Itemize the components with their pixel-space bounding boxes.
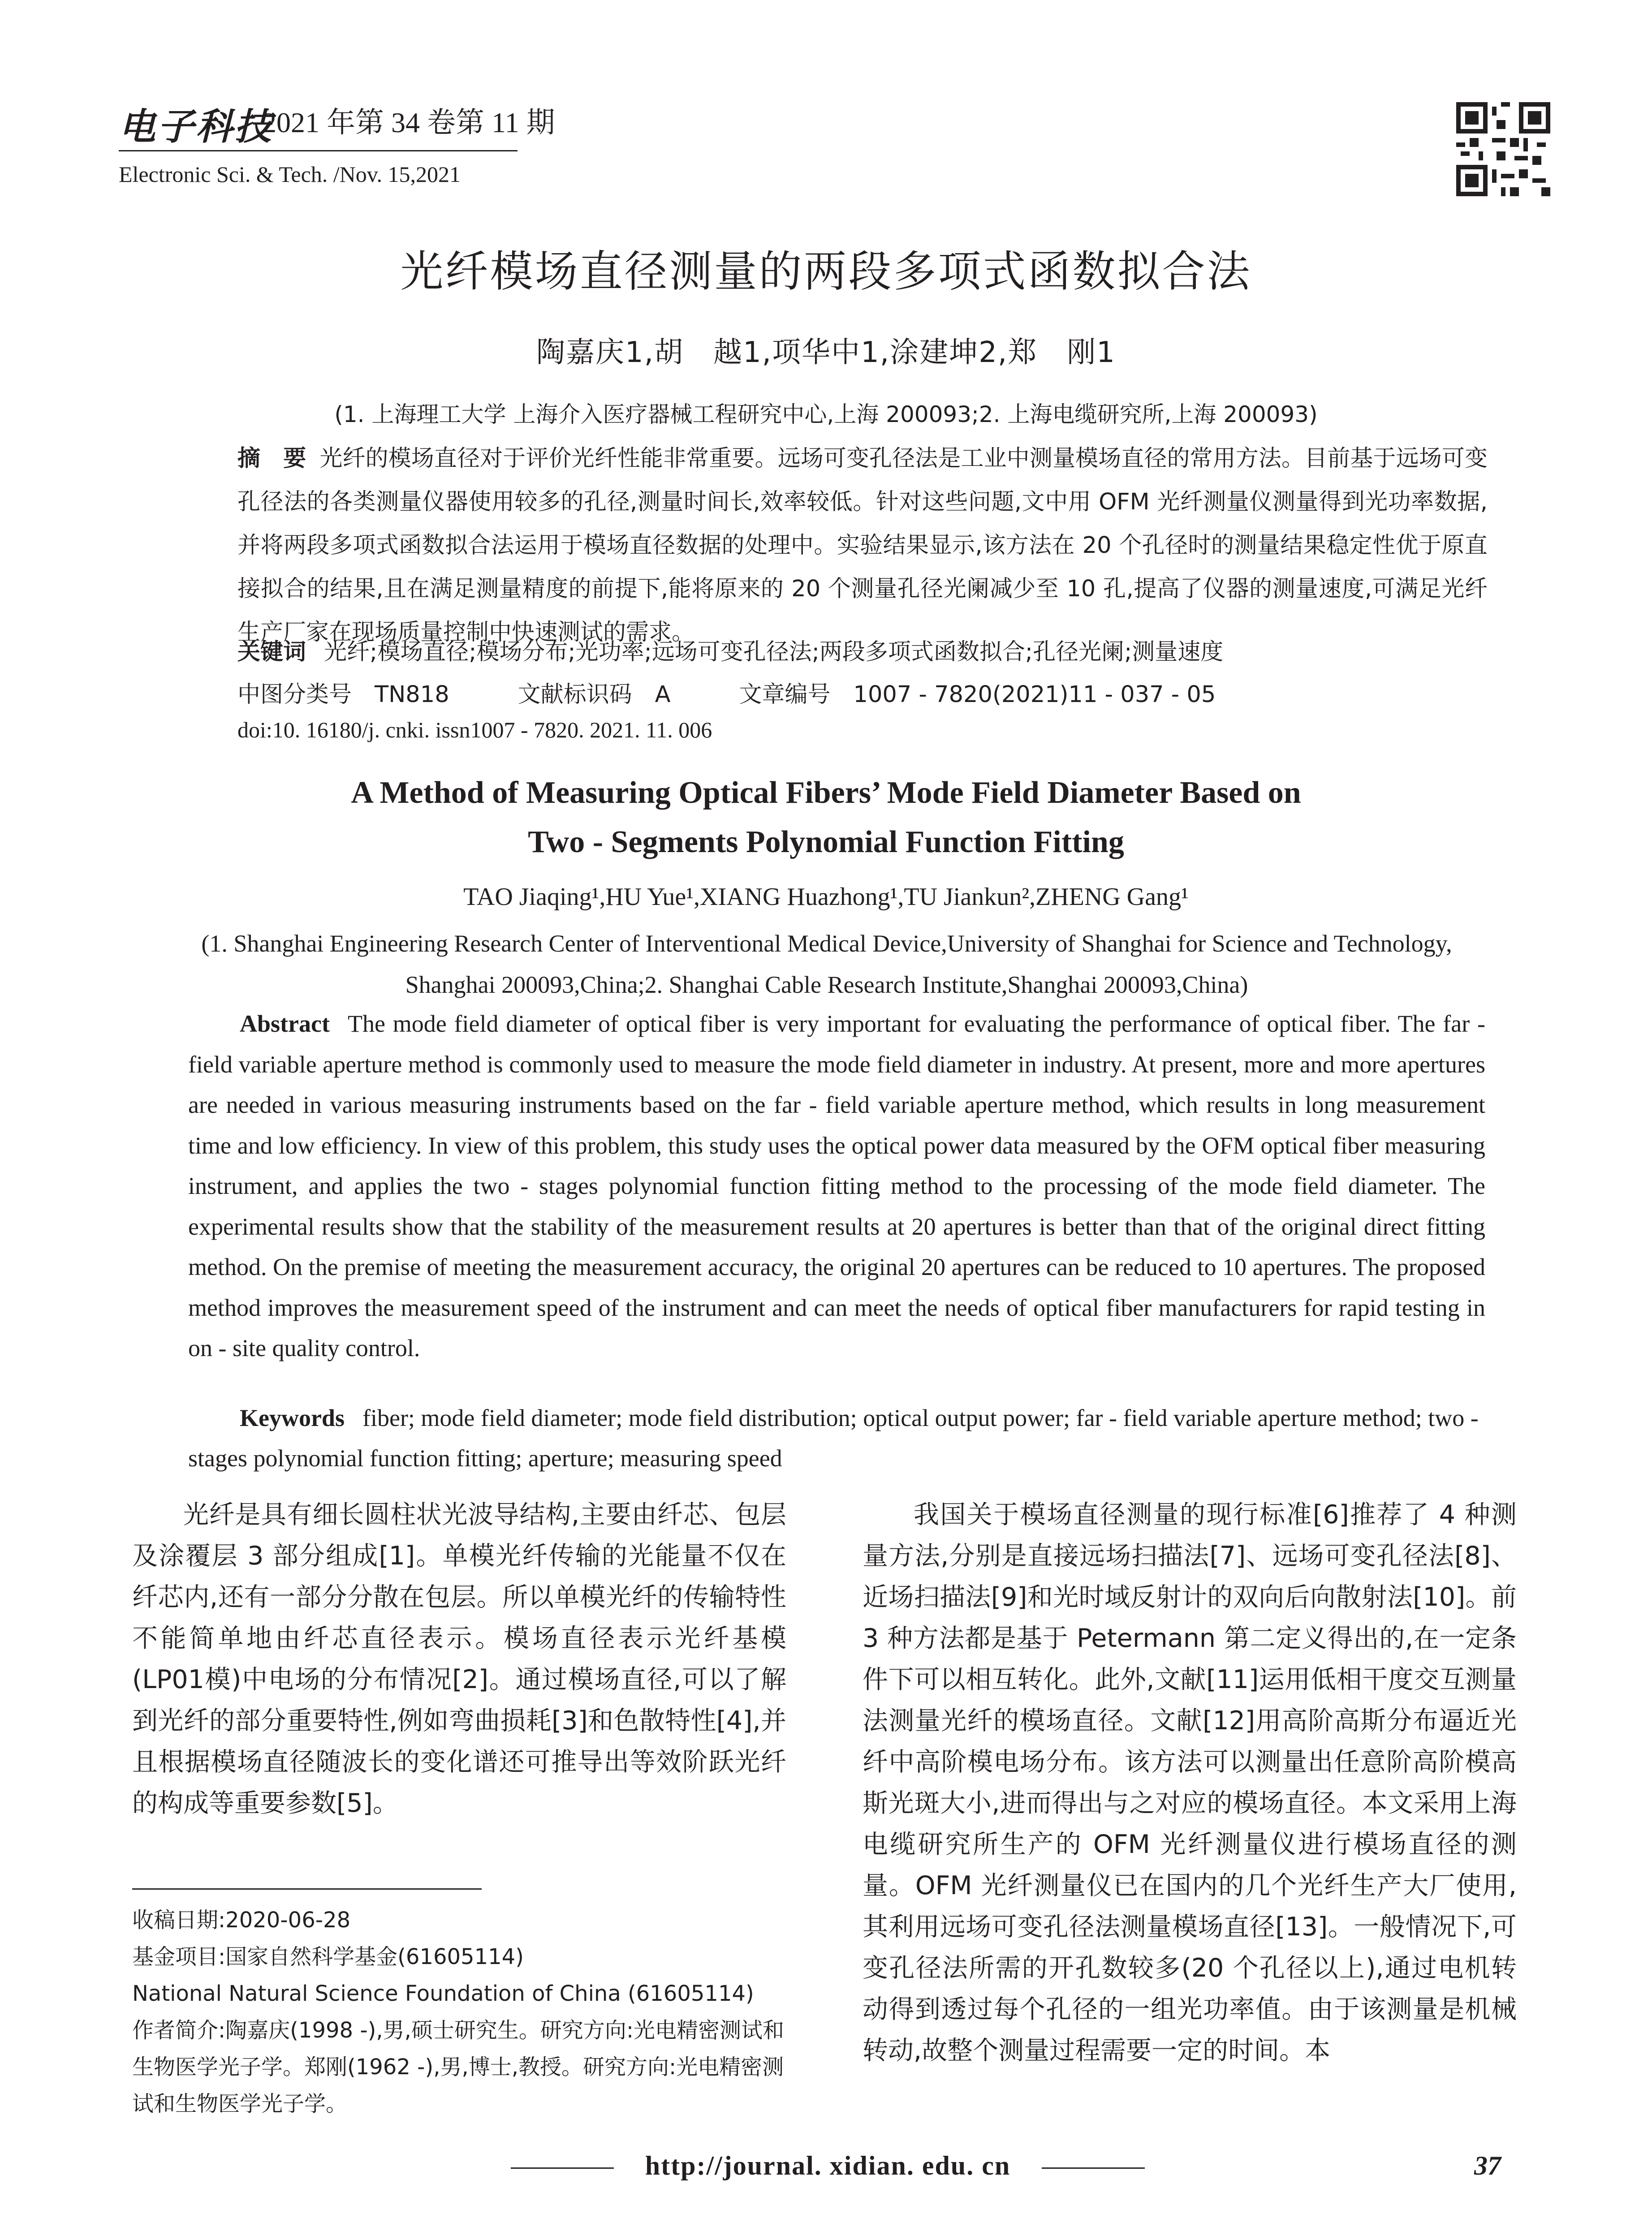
doi: doi:10. 16180/j. cnki. issn1007 - 7820. 2021. 11. 006 — [237, 717, 712, 742]
english-keywords — [188, 1398, 1485, 1478]
english-keywords-label: Keywords — [240, 1404, 345, 1431]
abstract-label: 摘 要 — [237, 445, 306, 472]
footer-rule-right — [1042, 2167, 1145, 2169]
english-abstract-label: Abstract — [240, 1010, 330, 1037]
english-author-list: TAO Jiaqing¹,HU Yue¹,XIANG Huazhong¹,TU Jiankun²,ZHENG Gang¹ — [463, 883, 1189, 911]
english-title — [0, 768, 1652, 867]
author-bio: 作者简介:陶嘉庆(1998 -),男,硕士研究生。研究方向:光电精密测试和生物医学光子学。郑刚(1962 -),男,博士,教授。研究方向:光电精密测试和生物医学光子学。 — [132, 2018, 785, 2116]
journal-logo: 电子科技 — [119, 105, 273, 148]
issue-info: 2021 年第 34 卷第 11 期 — [262, 107, 555, 138]
fund-project: 基金项目:国家自然科学基金(61605114) — [132, 1944, 524, 1969]
english-title-line-2: Two - Segments Polynomial Function Fitting — [528, 825, 1124, 859]
footer-url[interactable]: http://journal. xidian. edu. cn — [645, 2151, 1011, 2180]
footnote-divider — [132, 1888, 482, 1890]
abstract-text: 光纤的模场直径对于评价光纤性能非常重要。远场可变孔径法是工业中测量模场直径的常用方法。目前基于远场可变孔径法的各类测量仪器使用较多的孔径,测量时间长,效率较低。针对这些问题,文中用 OFM 光纤测量仪测量得到光功率数据,并将两段多项式函数拟合法运用于模场直径数据的处理中。实验结果显示,该方法在 20 个孔径时的测量结果稳定性优于原直接拟合的结果,且在满足测量精度的前提下,能将原来的 20 个测量孔径光阑减少至 10 孔,提高了仪器的测量速度,可满足光纤生产厂家在现场质量控制中快速测试的需求。 — [237, 445, 1488, 646]
english-affiliation: (1. Shanghai Engineering Research Center of Interventional Medical Device,University of Shanghai for Science and Technology, Shanghai 200093,China;2. Shanghai Cable Research Institute,Shanghai 200093,China) — [201, 930, 1452, 998]
page-number: 37 — [1474, 2151, 1501, 2180]
chinese-abstract — [237, 437, 1488, 654]
keywords — [237, 633, 1223, 666]
body-column-right: 我国关于模场直径测量的现行标准[6]推荐了 4 种测量方法,分别是直接远场扫描法[7]、远场可变孔径法[8]、近场扫描法[9]和光时域反射计的双向后向散射法[10]。前 3 种方法都是基于 Petermann 第二定义得出的,在一定条件下可以相互转化。此外,文献[11]运用低相干度交互测量法测量光纤的模场直径。文献[12]用高阶高斯分布逼近光纤中高阶模电场分布。该方法可以测量出任意阶高阶模高斯光斑大小,进而得出与之对应的模场直径。本文采用上海电缆研究所生产的 OFM 光纤测量仪进行模场直径的测量。OFM 光纤测量仪已在国内的几个光纤生产大厂使用,其利用远场可变孔径法测量模场直径[13]。一般情况下,可变孔径法所需的开孔数较多(20 个孔径以上),通过电机转动得到透过每个孔径的一组光功率值。由于该测量是机械转动,故整个测量过程需要一定的时间。本 — [863, 1500, 1517, 2065]
affiliation: (1. 上海理工大学 上海介入医疗器械工程研究中心,上海 200093;2. 上海电缆研究所,上海 200093) — [334, 401, 1318, 427]
paper-title: 光纤模场直径测量的两段多项式函数拟合法 — [400, 246, 1252, 297]
received-date: 收稿日期:2020-06-28 — [132, 1908, 351, 1933]
classification-line: 中图分类号 TN818 文献标识码 A 文章编号 1007 - 7820(2021)11 - 037 - 05 — [237, 681, 1216, 708]
fund-project-english: National Natural Science Foundation of China (61605114) — [132, 1981, 754, 2006]
journal-english-name: Electronic Sci. & Tech. /Nov. 15,2021 — [119, 162, 461, 187]
english-abstract — [188, 1004, 1485, 1369]
footer-rule-left — [511, 2167, 614, 2169]
keywords-text: 光纤;模场直径;模场分布;光功率;远场可变孔径法;两段多项式函数拟合;孔径光阑;测量速度 — [324, 639, 1224, 665]
qr-code-icon — [1456, 102, 1550, 196]
body-column-left: 光纤是具有细长圆柱状光波导结构,主要由纤芯、包层及涂覆层 3 部分组成[1]。单模光纤传输的光能量不仅在纤芯内,还有一部分分散在包层。所以单模光纤的传输特性不能简单地由纤芯直径表示。模场直径表示光纤基模(LP01模)中电场的分布情况[2]。通过模场直径,可以了解到光纤的部分重要特性,例如弯曲损耗[3]和色散特性[4],并且根据模场直径随波长的变化谱还可推导出等效阶跃光纤的构成等重要参数[5]。 — [132, 1500, 786, 1818]
header-divider — [119, 150, 518, 151]
footnotes — [132, 1902, 786, 2122]
keywords-label: 关键词 — [237, 639, 306, 665]
english-title-line-1: A Method of Measuring Optical Fibers’ Mode Field Diameter Based on — [351, 775, 1301, 810]
english-abstract-text: The mode field diameter of optical fiber is very important for evaluating the performance of optical fiber. The far - field variable aperture method is commonly used to measure the mode field diameter in industry. At present, more and more apertures are needed in various measuring instruments based on the far - field variable aperture method, which results in long measurement time and low efficiency. In view of this problem, this study uses the optical power data measured by the OFM optical fiber measuring instrument, and applies the two - stages polynomial function fitting method to the processing of the mode field diameter. The experimental results show that the stability of the measurement results at 20 apertures is better than that of the original direct fitting method. On the premise of meeting the measurement accuracy, the original 20 apertures can be reduced to 10 apertures. The proposed method improves the measurement speed of the instrument and can meet the needs of optical fiber manufacturers for rapid testing in on - site quality control. — [188, 1010, 1485, 1361]
author-list: 陶嘉庆1,胡 越1,项华中1,涂建坤2,郑 刚1 — [536, 336, 1116, 369]
english-keywords-text: fiber; mode field diameter; mode field distribution; optical output power; far - field variable aperture method; two - stages polynomial function fitting; aperture; measuring speed — [188, 1404, 1479, 1472]
